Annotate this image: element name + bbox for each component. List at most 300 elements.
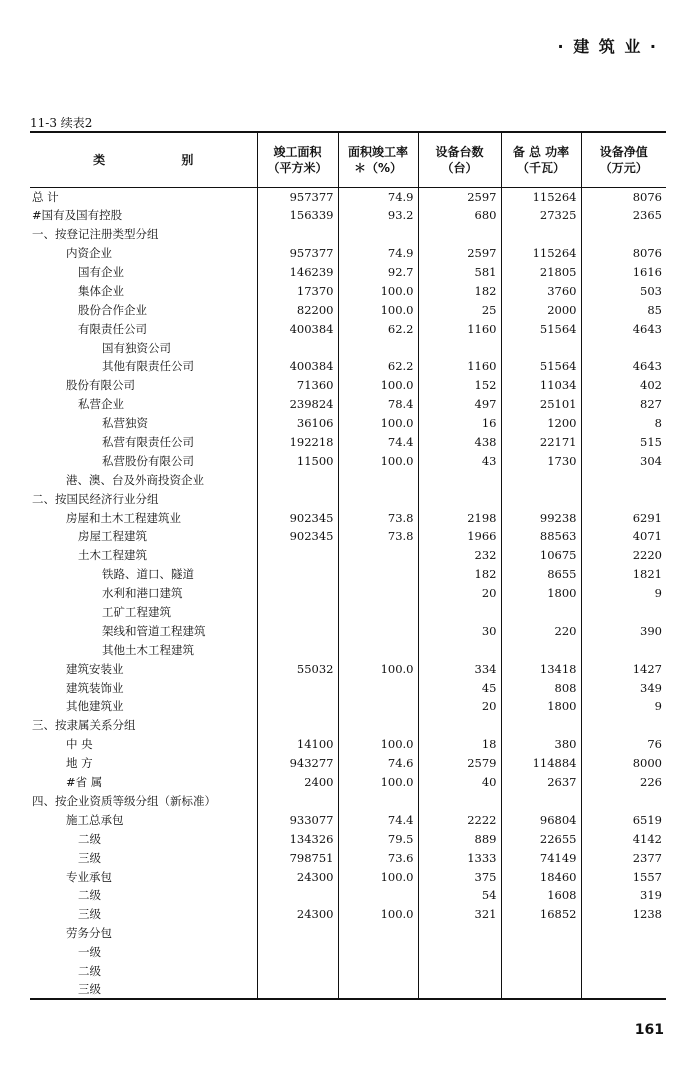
table-row xyxy=(30,187,666,206)
table-row xyxy=(30,300,666,319)
total-power-cell: 74149 xyxy=(501,848,581,867)
equipment-net-value-cell: 1821 xyxy=(581,565,666,584)
equipment-units-cell: 497 xyxy=(418,395,501,414)
row-label: 二级 xyxy=(78,963,101,978)
completed-area-cell xyxy=(257,962,338,981)
equipment-net-value-cell: 349 xyxy=(581,678,666,697)
completed-area-cell xyxy=(257,565,338,584)
equipment-units-cell: 2222 xyxy=(418,810,501,829)
equipment-net-value-cell xyxy=(581,470,666,489)
completion-rate-cell: 100.0 xyxy=(338,735,418,754)
equipment-units-cell: 2597 xyxy=(418,244,501,263)
row-label: 四、按企业资质等级分组（新标准） xyxy=(32,793,216,808)
equipment-units-cell: 438 xyxy=(418,433,501,452)
table-row xyxy=(30,451,666,470)
row-label: 二级 xyxy=(78,888,101,903)
completion-rate-cell: 78.4 xyxy=(338,395,418,414)
total-power-cell xyxy=(501,962,581,981)
equipment-units-cell xyxy=(418,338,501,357)
completed-area-cell: 36106 xyxy=(257,414,338,433)
table-row xyxy=(30,603,666,622)
header-completed-area: 竣工面积 （平方米） xyxy=(257,132,338,187)
row-label: 一级 xyxy=(78,945,101,960)
row-label: #国有及国有控股 xyxy=(32,208,123,223)
row-label: 房屋和土木工程建筑业 xyxy=(66,510,181,525)
completed-area-cell xyxy=(257,225,338,244)
completed-area-cell xyxy=(257,621,338,640)
total-power-cell: 808 xyxy=(501,678,581,697)
equipment-net-value-cell xyxy=(581,792,666,811)
equipment-net-value-cell: 402 xyxy=(581,376,666,395)
equipment-net-value-cell: 827 xyxy=(581,395,666,414)
completed-area-cell: 2400 xyxy=(257,773,338,792)
equipment-units-cell: 20 xyxy=(418,584,501,603)
total-power-cell: 10675 xyxy=(501,546,581,565)
completion-rate-cell: 92.7 xyxy=(338,263,418,282)
total-power-cell: 380 xyxy=(501,735,581,754)
total-power-cell: 115264 xyxy=(501,187,581,206)
completed-area-cell: 798751 xyxy=(257,848,338,867)
total-power-cell: 13418 xyxy=(501,659,581,678)
table-row xyxy=(30,659,666,678)
equipment-units-cell: 889 xyxy=(418,829,501,848)
header-equipment-net-value: 设备净值 （万元） xyxy=(581,132,666,187)
completed-area-cell xyxy=(257,489,338,508)
equipment-units-cell xyxy=(418,980,501,999)
total-power-cell: 11034 xyxy=(501,376,581,395)
row-label: 股份有限公司 xyxy=(66,378,135,393)
table-row xyxy=(30,395,666,414)
total-power-cell xyxy=(501,924,581,943)
equipment-net-value-cell: 9 xyxy=(581,584,666,603)
statistics-table xyxy=(30,131,666,1000)
total-power-cell xyxy=(501,716,581,735)
completion-rate-cell xyxy=(338,943,418,962)
table-row xyxy=(30,489,666,508)
completion-rate-cell xyxy=(338,716,418,735)
completion-rate-cell: 74.4 xyxy=(338,433,418,452)
equipment-net-value-cell: 503 xyxy=(581,281,666,300)
equipment-units-cell: 182 xyxy=(418,281,501,300)
equipment-net-value-cell: 8076 xyxy=(581,187,666,206)
total-power-cell: 99238 xyxy=(501,508,581,527)
total-power-cell: 3760 xyxy=(501,281,581,300)
equipment-net-value-cell: 2377 xyxy=(581,848,666,867)
completed-area-cell: 239824 xyxy=(257,395,338,414)
row-label: 总 计 xyxy=(32,189,59,204)
completed-area-cell xyxy=(257,792,338,811)
equipment-net-value-cell: 8000 xyxy=(581,754,666,773)
table-row xyxy=(30,697,666,716)
total-power-cell xyxy=(501,603,581,622)
equipment-net-value-cell: 4142 xyxy=(581,829,666,848)
row-label: 专业承包 xyxy=(66,869,112,884)
equipment-net-value-cell: 8076 xyxy=(581,244,666,263)
equipment-units-cell: 2579 xyxy=(418,754,501,773)
completed-area-cell: 902345 xyxy=(257,527,338,546)
total-power-cell: 25101 xyxy=(501,395,581,414)
equipment-units-cell: 321 xyxy=(418,905,501,924)
completion-rate-cell: 74.9 xyxy=(338,187,418,206)
equipment-units-cell: 16 xyxy=(418,414,501,433)
equipment-units-cell: 375 xyxy=(418,867,501,886)
row-label: 地 方 xyxy=(66,756,93,771)
table-row xyxy=(30,905,666,924)
row-label: 三级 xyxy=(78,850,101,865)
equipment-net-value-cell: 9 xyxy=(581,697,666,716)
row-label: 中 央 xyxy=(66,737,93,752)
table-header-row xyxy=(30,132,666,187)
completion-rate-cell xyxy=(338,886,418,905)
equipment-units-cell xyxy=(418,962,501,981)
row-label: 水利和港口建筑 xyxy=(102,586,183,601)
row-label: 股份合作企业 xyxy=(78,302,147,317)
table-row xyxy=(30,848,666,867)
completed-area-cell xyxy=(257,980,338,999)
equipment-units-cell: 182 xyxy=(418,565,501,584)
completion-rate-cell: 62.2 xyxy=(338,357,418,376)
completed-area-cell: 55032 xyxy=(257,659,338,678)
completed-area-cell: 933077 xyxy=(257,810,338,829)
total-power-cell: 1800 xyxy=(501,584,581,603)
completion-rate-cell: 100.0 xyxy=(338,281,418,300)
total-power-cell xyxy=(501,640,581,659)
equipment-net-value-cell: 76 xyxy=(581,735,666,754)
equipment-units-cell: 30 xyxy=(418,621,501,640)
table-row xyxy=(30,225,666,244)
table-row xyxy=(30,810,666,829)
completion-rate-cell xyxy=(338,584,418,603)
completed-area-cell: 146239 xyxy=(257,263,338,282)
equipment-net-value-cell xyxy=(581,943,666,962)
equipment-net-value-cell xyxy=(581,338,666,357)
equipment-net-value-cell xyxy=(581,962,666,981)
completion-rate-cell xyxy=(338,489,418,508)
equipment-net-value-cell xyxy=(581,980,666,999)
equipment-net-value-cell xyxy=(581,603,666,622)
total-power-cell: 1200 xyxy=(501,414,581,433)
table-row xyxy=(30,829,666,848)
completed-area-cell: 24300 xyxy=(257,905,338,924)
table-row xyxy=(30,962,666,981)
total-power-cell: 96804 xyxy=(501,810,581,829)
equipment-units-cell: 1160 xyxy=(418,319,501,338)
row-label: 私营有限责任公司 xyxy=(102,435,194,450)
table-row xyxy=(30,433,666,452)
completion-rate-cell: 93.2 xyxy=(338,206,418,225)
completion-rate-cell xyxy=(338,792,418,811)
equipment-units-cell xyxy=(418,603,501,622)
completed-area-cell xyxy=(257,697,338,716)
table-row xyxy=(30,584,666,603)
total-power-cell: 8655 xyxy=(501,565,581,584)
table-row xyxy=(30,376,666,395)
row-label: 建筑安装业 xyxy=(66,661,124,676)
row-label: 土木工程建筑 xyxy=(78,548,147,563)
table-caption: 11-3 续表2 xyxy=(30,116,93,130)
equipment-net-value-cell: 85 xyxy=(581,300,666,319)
equipment-units-cell: 18 xyxy=(418,735,501,754)
equipment-units-cell: 152 xyxy=(418,376,501,395)
completed-area-cell xyxy=(257,338,338,357)
completion-rate-cell: 74.4 xyxy=(338,810,418,829)
table-row xyxy=(30,773,666,792)
equipment-net-value-cell: 1427 xyxy=(581,659,666,678)
row-label: 集体企业 xyxy=(78,283,124,298)
table-row xyxy=(30,281,666,300)
equipment-net-value-cell: 2365 xyxy=(581,206,666,225)
total-power-cell: 22171 xyxy=(501,433,581,452)
total-power-cell: 114884 xyxy=(501,754,581,773)
completed-area-cell xyxy=(257,678,338,697)
equipment-net-value-cell: 6519 xyxy=(581,810,666,829)
row-label: 一、按登记注册类型分组 xyxy=(32,227,159,242)
table-row xyxy=(30,640,666,659)
completion-rate-cell: 100.0 xyxy=(338,905,418,924)
row-label: 国有独资公司 xyxy=(102,340,171,355)
total-power-cell: 115264 xyxy=(501,244,581,263)
row-label: 内资企业 xyxy=(66,246,112,261)
equipment-net-value-cell xyxy=(581,640,666,659)
table-row xyxy=(30,716,666,735)
row-label: 二级 xyxy=(78,831,101,846)
completed-area-cell: 400384 xyxy=(257,357,338,376)
total-power-cell: 2637 xyxy=(501,773,581,792)
row-label: 架线和管道工程建筑 xyxy=(102,623,206,638)
table-row xyxy=(30,319,666,338)
completed-area-cell xyxy=(257,716,338,735)
total-power-cell xyxy=(501,489,581,508)
table-row xyxy=(30,470,666,489)
row-label: #省 属 xyxy=(66,775,103,790)
table-row xyxy=(30,867,666,886)
equipment-units-cell: 680 xyxy=(418,206,501,225)
equipment-units-cell: 40 xyxy=(418,773,501,792)
row-label: 建筑装饰业 xyxy=(66,680,124,695)
equipment-net-value-cell: 226 xyxy=(581,773,666,792)
row-label: 三、按隶属关系分组 xyxy=(32,718,136,733)
completed-area-cell xyxy=(257,546,338,565)
equipment-net-value-cell: 4071 xyxy=(581,527,666,546)
equipment-net-value-cell: 319 xyxy=(581,886,666,905)
total-power-cell: 2000 xyxy=(501,300,581,319)
row-label: 工矿工程建筑 xyxy=(102,605,171,620)
equipment-net-value-cell: 1238 xyxy=(581,905,666,924)
equipment-units-cell xyxy=(418,924,501,943)
table-row xyxy=(30,357,666,376)
completed-area-cell: 24300 xyxy=(257,867,338,886)
total-power-cell: 1800 xyxy=(501,697,581,716)
equipment-net-value-cell xyxy=(581,716,666,735)
completion-rate-cell: 73.8 xyxy=(338,508,418,527)
total-power-cell: 21805 xyxy=(501,263,581,282)
total-power-cell xyxy=(501,470,581,489)
completed-area-cell xyxy=(257,943,338,962)
completion-rate-cell: 62.2 xyxy=(338,319,418,338)
completion-rate-cell xyxy=(338,546,418,565)
row-label: 三级 xyxy=(30,980,257,999)
equipment-net-value-cell xyxy=(581,924,666,943)
row-label: 私营企业 xyxy=(78,397,124,412)
table-row xyxy=(30,508,666,527)
table-row xyxy=(30,980,666,999)
completed-area-cell: 957377 xyxy=(257,187,338,206)
total-power-cell: 1608 xyxy=(501,886,581,905)
completion-rate-cell xyxy=(338,338,418,357)
completion-rate-cell: 100.0 xyxy=(338,414,418,433)
equipment-units-cell: 2198 xyxy=(418,508,501,527)
equipment-net-value-cell: 4643 xyxy=(581,319,666,338)
completion-rate-cell xyxy=(338,225,418,244)
completion-rate-cell: 100.0 xyxy=(338,659,418,678)
table-row xyxy=(30,263,666,282)
equipment-net-value-cell: 2220 xyxy=(581,546,666,565)
completion-rate-cell xyxy=(338,621,418,640)
header-total-power: 备 总 功率 （千瓦） xyxy=(501,132,581,187)
completed-area-cell: 156339 xyxy=(257,206,338,225)
equipment-units-cell: 54 xyxy=(418,886,501,905)
table-row xyxy=(30,244,666,263)
equipment-units-cell: 1333 xyxy=(418,848,501,867)
page-number: 161 xyxy=(634,1022,664,1038)
completion-rate-cell: 100.0 xyxy=(338,451,418,470)
equipment-units-cell: 581 xyxy=(418,263,501,282)
header-completion-rate: 面积竣工率 ＊（%） xyxy=(338,132,418,187)
equipment-units-cell xyxy=(418,943,501,962)
completed-area-cell xyxy=(257,886,338,905)
equipment-units-cell: 2597 xyxy=(418,187,501,206)
completion-rate-cell: 100.0 xyxy=(338,867,418,886)
completion-rate-cell xyxy=(338,565,418,584)
completion-rate-cell: 74.6 xyxy=(338,754,418,773)
completion-rate-cell: 79.5 xyxy=(338,829,418,848)
row-label: 施工总承包 xyxy=(66,812,124,827)
completion-rate-cell xyxy=(338,980,418,999)
table-row xyxy=(30,414,666,433)
total-power-cell: 51564 xyxy=(501,319,581,338)
total-power-cell: 1730 xyxy=(501,451,581,470)
completed-area-cell: 192218 xyxy=(257,433,338,452)
row-label: 房屋工程建筑 xyxy=(78,529,147,544)
total-power-cell: 22655 xyxy=(501,829,581,848)
row-label: 私营独资 xyxy=(102,416,148,431)
total-power-cell: 27325 xyxy=(501,206,581,225)
equipment-net-value-cell: 4643 xyxy=(581,357,666,376)
row-label: 三级 xyxy=(78,907,101,922)
section-title: · 建 筑 业 · xyxy=(557,37,658,56)
table-row xyxy=(30,206,666,225)
table-row xyxy=(30,943,666,962)
completed-area-cell: 14100 xyxy=(257,735,338,754)
completion-rate-cell xyxy=(338,640,418,659)
completion-rate-cell: 100.0 xyxy=(338,300,418,319)
equipment-net-value-cell: 1557 xyxy=(581,867,666,886)
equipment-units-cell: 20 xyxy=(418,697,501,716)
equipment-units-cell: 334 xyxy=(418,659,501,678)
completion-rate-cell xyxy=(338,924,418,943)
completion-rate-cell xyxy=(338,962,418,981)
equipment-units-cell: 232 xyxy=(418,546,501,565)
completed-area-cell: 17370 xyxy=(257,281,338,300)
total-power-cell xyxy=(501,943,581,962)
table-row xyxy=(30,527,666,546)
completion-rate-cell xyxy=(338,470,418,489)
equipment-net-value-cell: 1616 xyxy=(581,263,666,282)
completion-rate-cell xyxy=(338,678,418,697)
row-label: 私营股份有限公司 xyxy=(102,453,194,468)
total-power-cell xyxy=(501,225,581,244)
equipment-net-value-cell xyxy=(581,225,666,244)
completion-rate-cell: 100.0 xyxy=(338,376,418,395)
row-label: 铁路、道口、隧道 xyxy=(102,567,194,582)
row-label: 港、澳、台及外商投资企业 xyxy=(66,472,204,487)
total-power-cell: 18460 xyxy=(501,867,581,886)
equipment-net-value-cell: 304 xyxy=(581,451,666,470)
table-row xyxy=(30,546,666,565)
equipment-net-value-cell: 515 xyxy=(581,433,666,452)
completed-area-cell: 957377 xyxy=(257,244,338,263)
equipment-units-cell: 1160 xyxy=(418,357,501,376)
row-label: 有限责任公司 xyxy=(78,321,147,336)
row-label: 其他有限责任公司 xyxy=(102,359,194,374)
header-category: 类 别 xyxy=(30,132,257,187)
equipment-units-cell xyxy=(418,640,501,659)
table-body xyxy=(30,187,666,999)
equipment-units-cell xyxy=(418,470,501,489)
equipment-units-cell: 45 xyxy=(418,678,501,697)
table-row xyxy=(30,924,666,943)
equipment-units-cell: 1966 xyxy=(418,527,501,546)
row-label: 劳务分包 xyxy=(66,926,112,941)
completed-area-cell: 71360 xyxy=(257,376,338,395)
table-row xyxy=(30,621,666,640)
equipment-net-value-cell xyxy=(581,489,666,508)
row-label: 其他建筑业 xyxy=(66,699,124,714)
equipment-net-value-cell: 8 xyxy=(581,414,666,433)
completion-rate-cell: 74.9 xyxy=(338,244,418,263)
completion-rate-cell: 100.0 xyxy=(338,773,418,792)
completed-area-cell xyxy=(257,470,338,489)
completion-rate-cell: 73.6 xyxy=(338,848,418,867)
equipment-units-cell xyxy=(418,716,501,735)
total-power-cell xyxy=(501,792,581,811)
table-row xyxy=(30,735,666,754)
equipment-net-value-cell: 6291 xyxy=(581,508,666,527)
completed-area-cell: 11500 xyxy=(257,451,338,470)
total-power-cell xyxy=(501,338,581,357)
row-label: 二、按国民经济行业分组 xyxy=(32,491,159,506)
total-power-cell: 220 xyxy=(501,621,581,640)
completed-area-cell xyxy=(257,640,338,659)
total-power-cell xyxy=(501,980,581,999)
equipment-units-cell xyxy=(418,225,501,244)
completion-rate-cell xyxy=(338,603,418,622)
table-row xyxy=(30,886,666,905)
table-row xyxy=(30,678,666,697)
completed-area-cell: 943277 xyxy=(257,754,338,773)
header-equipment-units: 设备台数 （台） xyxy=(418,132,501,187)
completed-area-cell xyxy=(257,603,338,622)
total-power-cell: 51564 xyxy=(501,357,581,376)
completed-area-cell: 902345 xyxy=(257,508,338,527)
completion-rate-cell xyxy=(338,697,418,716)
row-label: 国有企业 xyxy=(78,265,124,279)
completed-area-cell: 134326 xyxy=(257,829,338,848)
table-row xyxy=(30,754,666,773)
total-power-cell: 16852 xyxy=(501,905,581,924)
table-row xyxy=(30,792,666,811)
total-power-cell: 88563 xyxy=(501,527,581,546)
